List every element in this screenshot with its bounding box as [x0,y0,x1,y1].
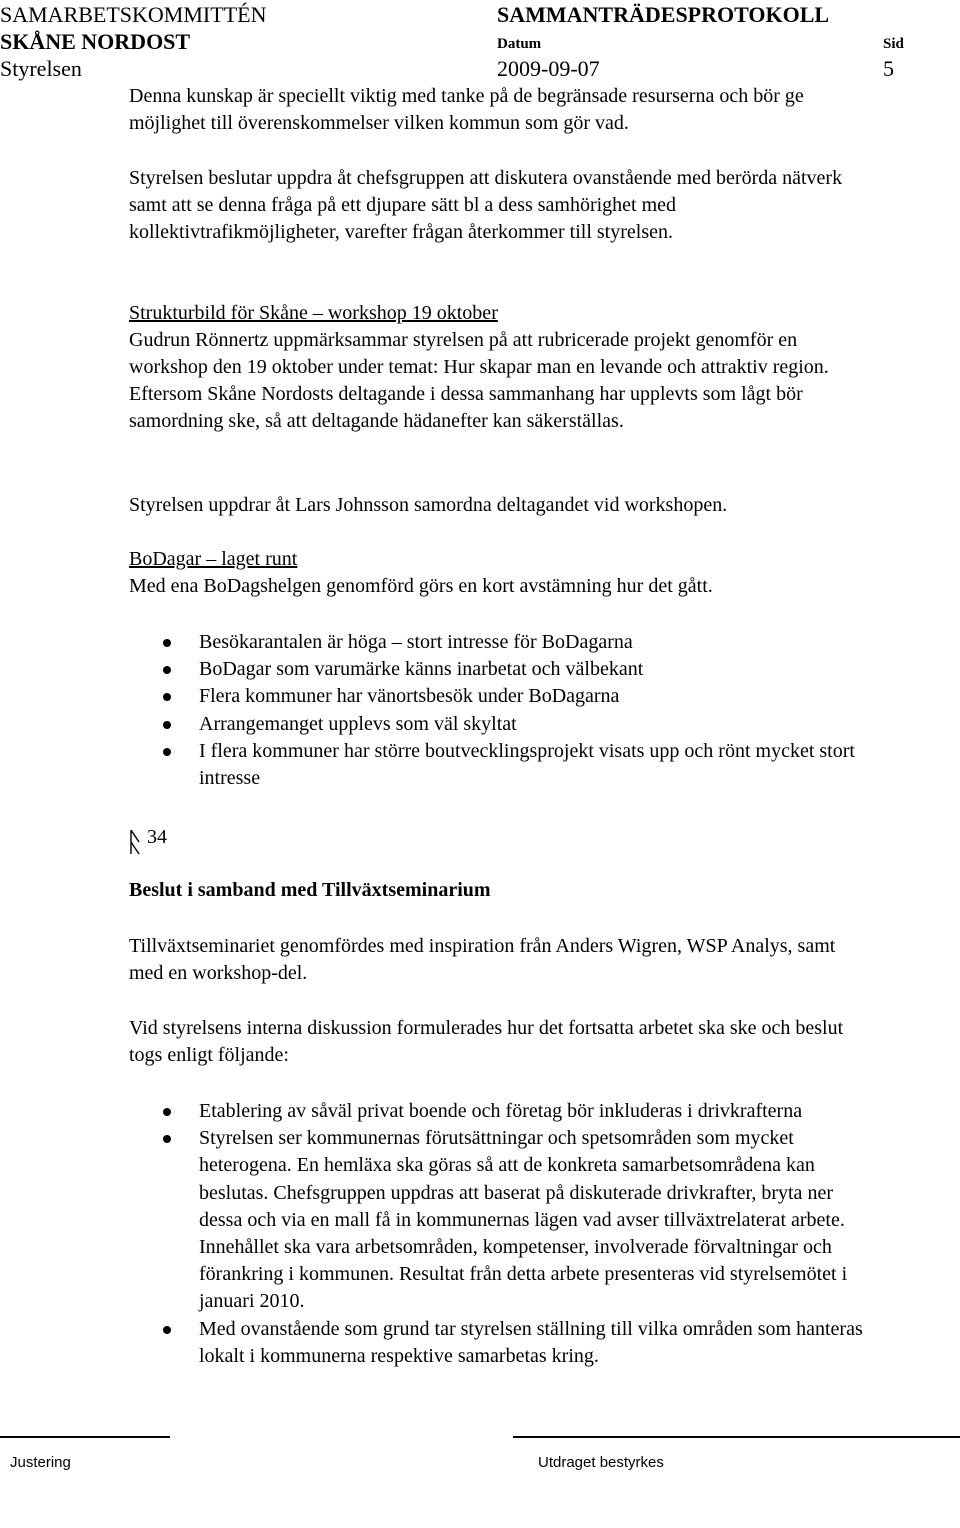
section-heading: BoDagar – laget runt [129,548,298,570]
bullet-icon [163,1326,171,1334]
date-label: Datum [497,36,542,52]
list-item-text: BoDagar som varumärke känns inarbetat och välbekant [199,658,644,681]
bullet-icon [163,1108,171,1116]
paragraph-text: Styrelsen beslutar uppdra åt chefsgruppen att diskutera ovanstående med berörda nätverk samt att se denna fråga på ett djupare sätt bl a dess samhörighet med kollektivtrafikmöjligheter, varefter frågan återkommer till styrelsen. [129,167,843,243]
bullet-icon [163,748,171,756]
list-item [129,1316,869,1370]
list-item [129,1098,869,1125]
list-item [129,711,869,738]
list-item [129,629,869,656]
section-number: 34 [147,826,167,848]
footer-utdraget: Utdraget bestyrkes [538,1454,664,1471]
date-value: 2009-09-07 [497,56,600,81]
paragraph-text: Denna kunskap är speciellt viktig med tanke på de begränsade resurserna och bör ge möjlighet till överenskommelser vilken kommun som gör vad. [129,85,804,134]
paragraph-text: Styrelsen uppdrar åt Lars Johnsson samordna deltagandet vid workshopen. [129,494,728,516]
list-item [129,738,869,792]
bodagar-bullet-list [129,629,869,792]
list-item-text: Besökarantalen är höga – stort intresse för BoDagarna [199,631,633,653]
bullet-icon [163,1135,171,1143]
paragraph-seminar [129,933,869,987]
list-item [129,1125,869,1315]
section-bodagar [129,546,869,600]
list-item-text: Styrelsen ser kommunernas förutsättningar och spetsområden som mycket heterogena. En hemläxa ska göras så att de konkreta samarbetsområdena kan beslutas. Chefsgruppen uppdras att baserat på diskuterade drivkrafter, bryta ner dessa och via en mall få in kommunernas lägen vad avser tillväxtrelaterat arbete. Innehållet ska vara arbetsområden, kompetenser, involverade förvaltningar och förankring i kommunen. Resultat från detta arbete presenteras vid styrelsemötet i januari 2010. [199,1127,848,1313]
list-item-text: Med ovanstående som grund tar styrelsen ställning till vilka områden som hanteras lokalt i kommunerna respektive samarbetas kring. [199,1317,863,1367]
section-text: Gudrun Rönnertz uppmärksammar styrelsen på att rubricerade projekt genomför en workshop den 19 oktober under temat: Hur skapar man en levande och attraktiv region. Eftersom Skåne Nordosts deltagande i dessa sammanhang har upplevts som lågt bör samordning ske, så att deltagande hädanefter kan säkerställas. [129,329,829,432]
footer-rule-left [0,1436,170,1438]
org-unit: Styrelsen [0,56,82,81]
footer-justering: Justering [10,1454,71,1471]
paragraph-discussion [129,1015,869,1069]
bullet-icon [163,666,171,674]
decision-bullet-list [129,1098,869,1370]
section-title: Beslut i samband med Tillväxtseminarium [129,879,491,901]
document-type: SAMMANTRÄDESPROTOKOLL [497,2,830,27]
list-item-text: I flera kommuner har större boutvecklingsprojekt visats upp och rönt mycket stort intresse [199,739,855,790]
bullet-icon [163,639,171,647]
list-item [129,656,869,683]
list-item-text: Flera kommuner har vänortsbesök under BoDagarna [199,685,620,708]
section-text: Med ena BoDagshelgen genomförd görs en kort avstämning hur det gått. [129,575,713,597]
page-number: 5 [883,56,894,81]
paragraph-text: Tillväxtseminariet genomfördes med inspiration från Anders Wigren, WSP Analys, samt med en workshop-del. [129,935,836,984]
bullet-icon [163,693,171,701]
bullet-icon [163,721,171,729]
paragraph-knowledge [129,83,869,137]
footer-rule-right [513,1436,960,1438]
paragraph-text: Vid styrelsens interna diskussion formulerades hur det fortsatta arbetet ska ske och beslut togs enligt följande: [129,1017,844,1066]
org-name-line1: SAMARBETSKOMMITTÉN [0,2,267,27]
paragraph-workshop-assignment [129,492,869,519]
section-strukturbild [129,300,869,435]
list-item-text: Arrangemanget upplevs som väl skyltat [199,712,517,735]
paragraph-decision [129,165,869,246]
org-name-line2: SKÅNE NORDOST [0,29,191,54]
section-heading: Strukturbild för Skåne – workshop 19 oktober [129,302,498,324]
list-item-text: Etablering av såväl privat boende och företag bör inkluderas i drivkrafterna [199,1100,803,1122]
page-label: Sid [883,36,904,52]
list-item [129,683,869,710]
section-sign-icon [129,820,143,856]
